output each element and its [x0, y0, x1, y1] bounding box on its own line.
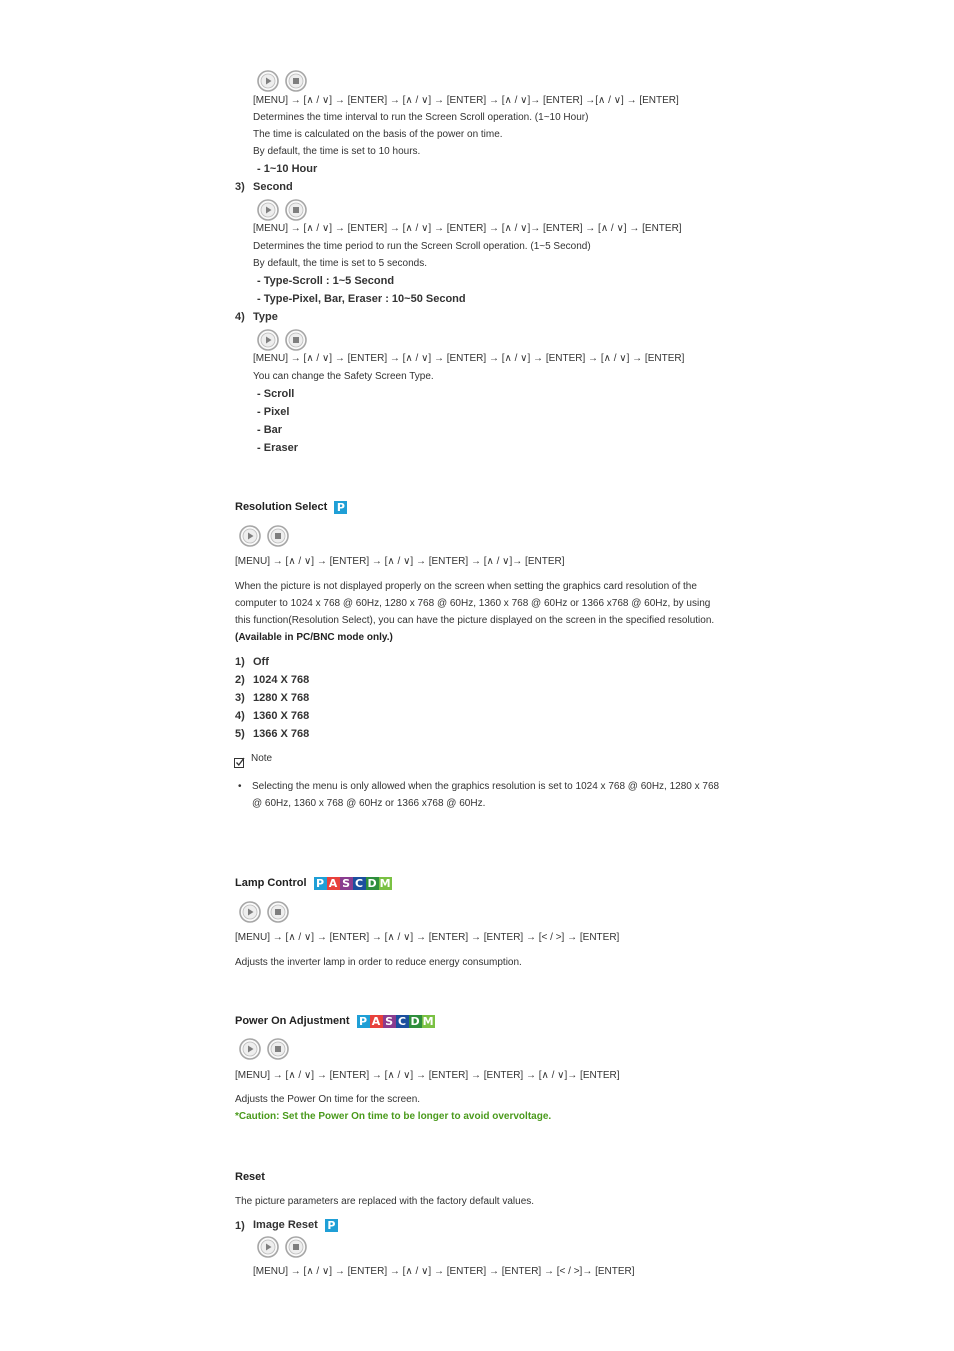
list-number: 4)	[235, 311, 245, 323]
resolution-select-title: Resolution Select	[235, 501, 328, 513]
section-title	[235, 501, 347, 514]
list-number: 3)	[235, 181, 245, 193]
menu-path-resolution: [MENU] → [∧ / ∨] → [ENTER] → [∧ / ∨] → [ENTER] → [∧ / ∨]→ [ENTER]	[235, 556, 565, 567]
menu-path-second: [MENU] → [∧ / ∨] → [ENTER] → [∧ / ∨] → [ENTER] → [∧ / ∨]→ [ENTER] → [∧ / ∨] → [ENTER]	[253, 223, 682, 234]
media-controls	[257, 70, 307, 92]
resolution-option: Off	[253, 656, 269, 668]
mode-badges	[334, 501, 347, 514]
badge-p: P	[314, 877, 327, 890]
list-number: 2)	[235, 674, 245, 686]
play-icon[interactable]	[257, 70, 279, 92]
hour-description: Determines the time interval to run the Screen Scroll operation. (1~10 Hour)	[253, 112, 589, 123]
second-title: Second	[253, 181, 293, 193]
note-text-2: @ 60Hz, 1360 x 768 @ 60Hz or 1366 x768 @ 60Hz.	[252, 798, 486, 809]
section-title	[235, 1015, 435, 1028]
media-controls	[257, 1236, 307, 1258]
badge-d: D	[410, 1015, 420, 1028]
badge-p: P	[325, 1219, 338, 1232]
play-icon[interactable]	[239, 525, 261, 547]
menu-path-hour: [MENU] → [∧ / ∨] → [ENTER] → [∧ / ∨] → [ENTER] → [∧ / ∨]→ [ENTER] →[∧ / ∨] → [ENTER]	[253, 95, 679, 106]
play-icon[interactable]	[239, 901, 261, 923]
reset-title: Reset	[235, 1171, 265, 1183]
power-on-description: Adjusts the Power On time for the screen.	[235, 1094, 421, 1105]
badge-p: P	[334, 501, 347, 514]
media-controls	[239, 1038, 289, 1060]
play-icon[interactable]	[257, 199, 279, 221]
resolution-description-2: computer to 1024 x 768 @ 60Hz, 1280 x 768 @ 60Hz, 1360 x 768 @ 60Hz or 1366 x768 @ 60Hz, by using	[235, 598, 711, 609]
lamp-description: Adjusts the inverter lamp in order to reduce energy consumption.	[235, 957, 522, 968]
mode-badges	[357, 1015, 435, 1028]
badge-m: M	[379, 877, 391, 890]
list-number: 5)	[235, 728, 245, 740]
stop-icon[interactable]	[267, 901, 289, 923]
mode-badges	[325, 1219, 338, 1232]
caution-text: *Caution: Set the Power On time to be longer to avoid overvoltage.	[235, 1111, 552, 1122]
media-controls	[257, 199, 307, 221]
reset-description: The picture parameters are replaced with the factory default values.	[235, 1196, 535, 1207]
second-option-2: - Type-Pixel, Bar, Eraser : 10~50 Second	[257, 293, 466, 305]
list-number: 1)	[235, 656, 245, 668]
menu-path-power-on: [MENU] → [∧ / ∨] → [ENTER] → [∧ / ∨] → [ENTER] → [ENTER] → [∧ / ∨]→ [ENTER]	[235, 1070, 620, 1081]
badge-a: A	[327, 877, 340, 890]
media-controls	[239, 901, 289, 923]
power-on-adjustment-title: Power On Adjustment	[235, 1015, 350, 1027]
stop-icon[interactable]	[285, 329, 307, 351]
play-icon[interactable]	[257, 1236, 279, 1258]
lamp-control-title: Lamp Control	[235, 877, 307, 889]
menu-path-image-reset: [MENU] → [∧ / ∨] → [ENTER] → [∧ / ∨] → [ENTER] → [ENTER] → [< / >]→ [ENTER]	[253, 1266, 635, 1277]
mode-badges	[314, 877, 392, 890]
badge-c: C	[396, 1015, 409, 1028]
badge-a: A	[370, 1015, 383, 1028]
second-description-2: By default, the time is set to 5 seconds.	[253, 258, 427, 269]
image-reset-title: Image Reset	[253, 1219, 318, 1231]
resolution-description-3: this function(Resolution Select), you can have the picture displayed on the screen in the specified resolution.	[235, 615, 715, 626]
note-text-1: Selecting the menu is only allowed when the graphics resolution is set to 1024 x 768 @ 60Hz, 1280 x 768	[252, 781, 720, 792]
badge-c: C	[353, 877, 366, 890]
section-title	[235, 877, 392, 890]
badge-m: M	[422, 1015, 434, 1028]
resolution-option: 1024 X 768	[253, 674, 310, 686]
type-option: - Bar	[257, 424, 283, 436]
bullet-icon: •	[238, 781, 242, 792]
hour-description-2: The time is calculated on the basis of the power on time.	[253, 129, 503, 140]
badge-p: P	[357, 1015, 370, 1028]
stop-icon[interactable]	[285, 199, 307, 221]
type-option: - Pixel	[257, 406, 290, 418]
list-number: 3)	[235, 692, 245, 704]
note-label: Note	[251, 753, 273, 764]
media-controls	[257, 329, 307, 351]
menu-path-type: [MENU] → [∧ / ∨] → [ENTER] → [∧ / ∨] → [ENTER] → [∧ / ∨] → [ENTER] → [∧ / ∨] → [ENTER]	[253, 353, 685, 364]
media-controls	[239, 525, 289, 547]
resolution-option: 1360 X 768	[253, 710, 310, 722]
badge-d: D	[367, 877, 377, 890]
hour-option: - 1~10 Hour	[257, 163, 318, 175]
resolution-option: 1280 X 768	[253, 692, 310, 704]
list-number: 4)	[235, 710, 245, 722]
type-option: - Eraser	[257, 442, 298, 454]
resolution-availability: (Available in PC/BNC mode only.)	[235, 632, 393, 643]
type-description: You can change the Safety Screen Type.	[253, 371, 434, 382]
second-description: Determines the time period to run the Screen Scroll operation. (1~5 Second)	[253, 241, 591, 252]
menu-path-lamp: [MENU] → [∧ / ∨] → [ENTER] → [∧ / ∨] → [ENTER] → [ENTER] → [< / >] → [ENTER]	[235, 932, 620, 943]
stop-icon[interactable]	[267, 525, 289, 547]
hour-description-3: By default, the time is set to 10 hours.	[253, 146, 421, 157]
play-icon[interactable]	[257, 329, 279, 351]
play-icon[interactable]	[239, 1038, 261, 1060]
list-number: 1)	[235, 1220, 245, 1232]
badge-s: S	[340, 877, 353, 890]
section-title	[253, 1219, 338, 1232]
stop-icon[interactable]	[285, 70, 307, 92]
stop-icon[interactable]	[267, 1038, 289, 1060]
stop-icon[interactable]	[285, 1236, 307, 1258]
type-title: Type	[253, 311, 278, 323]
note-icon	[234, 755, 245, 773]
resolution-description-1: When the picture is not displayed properly on the screen when setting the graphics card resolution of the	[235, 581, 697, 592]
resolution-option: 1366 X 768	[253, 728, 310, 740]
type-option: - Scroll	[257, 388, 295, 400]
second-option-1: - Type-Scroll : 1~5 Second	[257, 275, 395, 287]
badge-s: S	[383, 1015, 396, 1028]
